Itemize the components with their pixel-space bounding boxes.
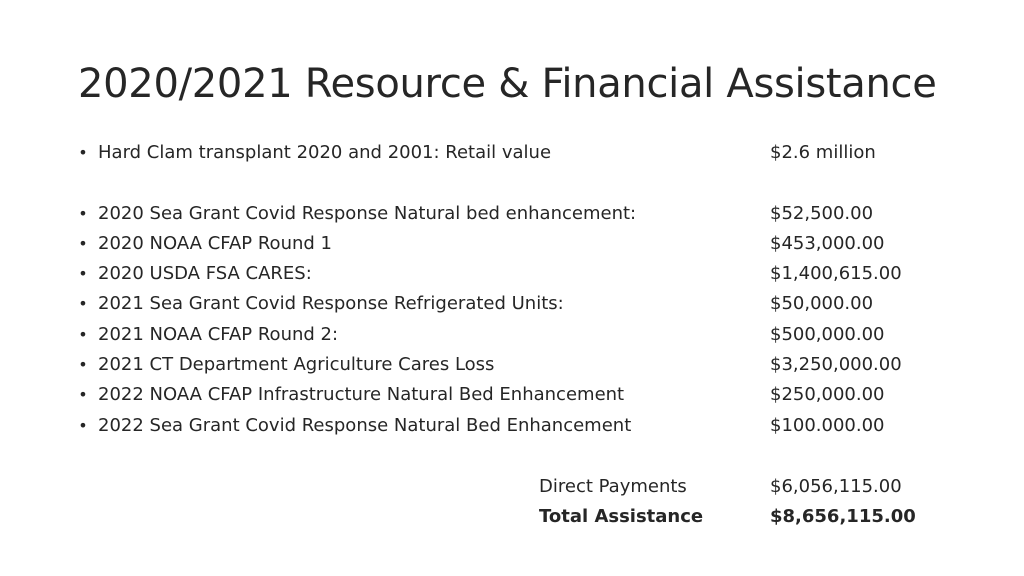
list-item [0, 320, 1024, 350]
item-label: 2020 Sea Grant Covid Response Natural bed enhancement: [98, 203, 637, 224]
item-value: $50,000.00 [770, 293, 874, 314]
list-item [0, 259, 1024, 289]
list-item [0, 411, 1024, 441]
bullet-icon: • [78, 385, 88, 404]
bullet-icon: • [78, 234, 88, 253]
direct-payments-row [0, 472, 1024, 502]
item-label: 2021 NOAA CFAP Round 2: [98, 324, 339, 345]
direct-payments-value: $6,056,115.00 [770, 476, 902, 497]
bullet-icon: • [78, 204, 88, 223]
item-value: $3,250,000.00 [770, 354, 902, 375]
bullet-icon: • [78, 264, 88, 283]
total-assistance-row [0, 502, 1024, 532]
item-label: 2021 CT Department Agriculture Cares Loss [98, 354, 495, 375]
bullet-icon: • [78, 143, 88, 162]
bullet-icon: • [78, 294, 88, 313]
total-assistance-value: $8,656,115.00 [770, 506, 916, 527]
item-label: 2020 NOAA CFAP Round 1 [98, 233, 332, 254]
list-item [0, 199, 1024, 229]
item-value: $500,000.00 [770, 324, 885, 345]
item-label: 2020 USDA FSA CARES: [98, 263, 312, 284]
list-item [0, 350, 1024, 380]
bullet-icon: • [78, 325, 88, 344]
list-item [0, 229, 1024, 259]
item-label: 2022 NOAA CFAP Infrastructure Natural Bed Enhancement [98, 384, 625, 405]
item-value: $1,400,615.00 [770, 263, 902, 284]
total-assistance-label: Total Assistance [539, 506, 704, 527]
item-value: $250,000.00 [770, 384, 885, 405]
item-value: $2.6 million [770, 142, 876, 163]
direct-payments-label: Direct Payments [539, 476, 687, 497]
item-value: $100.000.00 [770, 415, 885, 436]
item-label: Hard Clam transplant 2020 and 2001: Retail value [98, 142, 552, 163]
list-item [0, 138, 1024, 168]
bullet-icon: • [78, 416, 88, 435]
slide-title: 2020/2021 Resource & Financial Assistance [78, 61, 937, 107]
item-label: 2022 Sea Grant Covid Response Natural Bed Enhancement [98, 415, 632, 436]
item-value: $453,000.00 [770, 233, 885, 254]
item-label: 2021 Sea Grant Covid Response Refrigerated Units: [98, 293, 564, 314]
list-item [0, 380, 1024, 410]
bullet-icon: • [78, 355, 88, 374]
list-item [0, 289, 1024, 319]
item-value: $52,500.00 [770, 203, 874, 224]
